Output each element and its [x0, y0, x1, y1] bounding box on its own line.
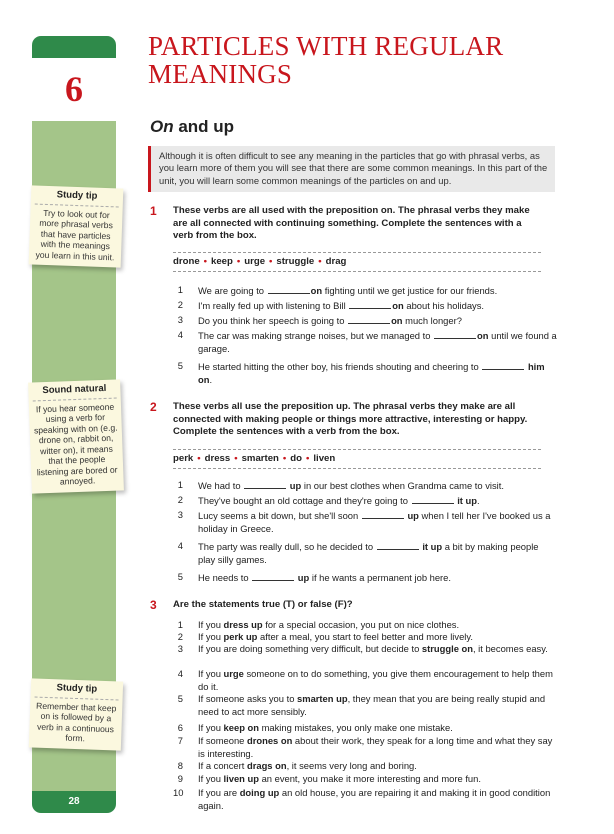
- section-title-italic: On: [150, 117, 174, 136]
- exercise-1-item: 2 I'm really fed up with listening to Bill on about his holidays.: [177, 299, 485, 311]
- study-tip-note: [29, 185, 124, 267]
- word: urge: [244, 256, 266, 267]
- note-text: Remember that keep on is followed by a verb in a continuous form.: [35, 700, 117, 744]
- word: dress: [204, 453, 231, 464]
- word: drag: [325, 256, 347, 267]
- exercise-3-item: 5 If someone asks you to smarten up, they mean that you are being really stupid and need to act more sensibly.: [177, 693, 546, 717]
- exercise-3-item: 9 If you liven up an event, you make it more interesting and more fun.: [177, 773, 481, 784]
- exercise-1-item: 3 Do you think her speech is going to on much longer?: [177, 314, 462, 326]
- exercise-1-word-box: drone • keep • urge • struggle • drag: [173, 252, 541, 272]
- word: perk: [173, 453, 194, 464]
- intro-box: Although it is often difficult to see any meaning in the particles that go with phrasal verbs, as you learn more of them you will see that there are some common meanings. In this part of the unit, you will learn some common meanings of the particles on and up.: [148, 146, 555, 192]
- section-title-rest: and up: [178, 117, 235, 136]
- answer-blank[interactable]: [244, 479, 286, 489]
- word: struggle: [276, 256, 315, 267]
- exercise-3-item: 7 If someone drones on about their work, they speak for a long time and what they say is interesting.: [177, 735, 553, 759]
- note-text: If you hear someone using a verb for speaking with on (e.g. drone on, rabbit on, witter on), it means that the people listening are bored or annoyed.: [33, 401, 118, 487]
- section-title: [150, 117, 234, 137]
- answer-blank[interactable]: [412, 494, 454, 504]
- exercise-2-item: 5 He needs to up if he wants a permanent job here.: [177, 571, 452, 583]
- word: smarten: [241, 453, 279, 464]
- note-title: Study tip: [35, 682, 119, 700]
- page-number: 28: [32, 791, 116, 813]
- exercise-1-item: 1 We are going to on fighting until we get justice for our friends.: [177, 284, 498, 296]
- sound-natural-note: [28, 379, 124, 493]
- exercise-2-item: 1 We had to up in our best clothes when Grandma came to visit.: [177, 479, 504, 491]
- exercise-3-item: 6 If you keep on making mistakes, you only make one mistake.: [177, 722, 453, 733]
- word: liven: [313, 453, 336, 464]
- exercise-3-item: 4 If you urge someone on to do something, you give them encouragement to help them do it.: [177, 668, 553, 692]
- exercise-1-instruction: These verbs are all used with the preposition on. The phrasal verbs they make are all connected with continuing something. Complete the sentences with a verb from the box.: [173, 205, 530, 241]
- answer-blank[interactable]: [348, 314, 390, 324]
- exercise-1-number: 1: [150, 204, 157, 218]
- exercise-3-number: 3: [150, 598, 157, 612]
- note-title: Study tip: [35, 189, 119, 207]
- exercise-1-item: 4 The car was making strange noises, but we managed to on until we found a garage.: [177, 329, 557, 354]
- exercise-2-item: 2 They've bought an old cottage and they're going to it up.: [177, 494, 480, 506]
- note-text: Try to look out for more phrasal verbs that have particles with the meanings you learn in this unit.: [35, 207, 115, 262]
- word: drone: [173, 256, 200, 267]
- exercise-2-instruction: These verbs all use the preposition up. The phrasal verbs they make are all connected with making people or things more attractive, interesting or happy. Complete the sentences with a verb from the box.: [173, 401, 528, 437]
- exercise-3-item: 10 If you are doing up an old house, you are repairing it and making it in good condition again.: [173, 787, 551, 811]
- unit-number: 6: [65, 69, 83, 109]
- answer-blank[interactable]: [434, 329, 476, 339]
- exercise-3-item: 1 If you dress up for a special occasion, you put on nice clothes.: [177, 619, 460, 630]
- answer-blank[interactable]: [268, 284, 310, 294]
- answer-blank[interactable]: [349, 299, 391, 309]
- exercise-2-number: 2: [150, 400, 157, 414]
- answer-blank[interactable]: [252, 571, 294, 581]
- note-title: Sound natural: [32, 383, 116, 401]
- exercise-3-instruction: Are the statements true (T) or false (F)?: [173, 599, 353, 610]
- exercise-3-item: 3 If you are doing something very difficult, but decide to struggle on, it becomes easy.: [177, 643, 548, 654]
- answer-blank[interactable]: [362, 509, 404, 519]
- exercise-3-item: 2 If you perk up after a meal, you start to feel better and more lively.: [177, 631, 473, 642]
- exercise-2-item: 4 The party was really dull, so he decided to it up a bit by making people play silly games.: [177, 540, 539, 565]
- study-tip-note-2: [29, 678, 123, 750]
- unit-title: PARTICLES WITH REGULAR MEANINGS: [148, 31, 504, 89]
- exercise-2-word-box: perk • dress • smarten • do • liven: [173, 449, 541, 469]
- exercise-3-item: 8 If a concert drags on, it seems very long and boring.: [177, 760, 417, 771]
- unit-tab: [32, 36, 116, 58]
- exercise-1-item: 5 He started hitting the other boy, his friends shouting and cheering to him on.: [177, 360, 545, 385]
- word: do: [290, 453, 303, 464]
- answer-blank[interactable]: [377, 540, 419, 550]
- answer-blank[interactable]: [482, 360, 524, 370]
- exercise-2-item: 3 Lucy seems a bit down, but she'll soon up when I tell her I've booked us a holiday in Greece.: [177, 509, 551, 534]
- word: keep: [211, 256, 233, 267]
